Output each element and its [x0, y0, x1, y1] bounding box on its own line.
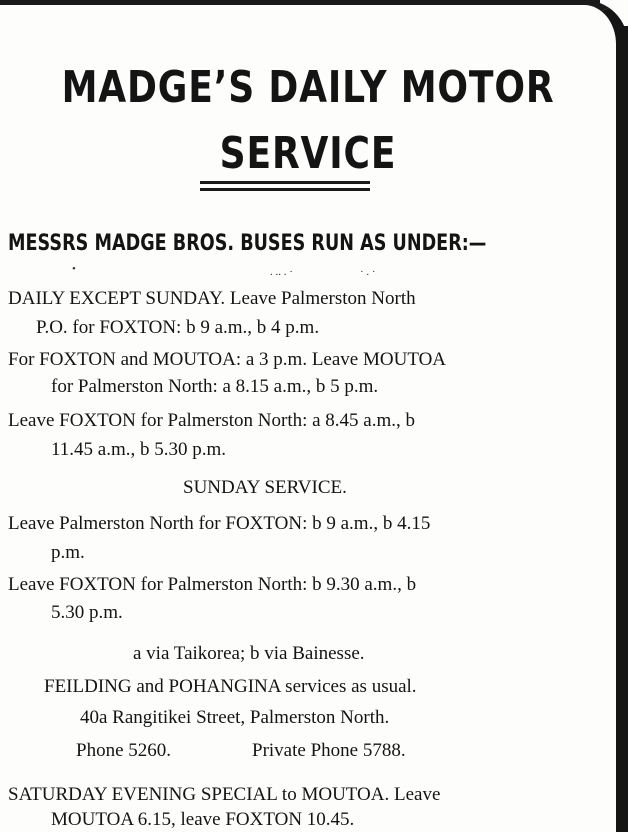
headline-underline-top	[200, 181, 370, 184]
weekday-line-5: Leave FOXTON for Palmerston North: a 8.45 a.m., b	[8, 410, 416, 431]
sunday-heading: SUNDAY SERVICE.	[183, 477, 347, 498]
print-speck: · . ·	[360, 266, 376, 278]
saturday-line-1: SATURDAY EVENING SPECIAL to MOUTOA. Leave	[8, 784, 441, 805]
weekday-line-2: P.O. for FOXTON: b 9 a.m., b 4 p.m.	[36, 317, 320, 338]
feilding-note: FEILDING and POHANGINA services as usual.	[44, 676, 417, 697]
sunday-line-3: Leave FOXTON for Palmerston North: b 9.30 a.m., b	[8, 574, 417, 595]
weekday-line-1: DAILY EXCEPT SUNDAY. Leave Palmerston North	[8, 288, 416, 309]
subheading: MESSRS MADGE BROS. BUSES RUN AS UNDER:—	[8, 231, 487, 256]
address: 40a Rangitikei Street, Palmerston North.	[80, 707, 390, 728]
sunday-line-4: 5.30 p.m.	[51, 602, 123, 623]
headline-line-2: SERVICE	[219, 128, 397, 179]
weekday-line-4: for Palmerston North: a 8.15 a.m., b 5 p.m.	[51, 376, 379, 397]
print-speck: . .. . ·	[270, 266, 293, 278]
saturday-line-2: MOUTOA 6.15, leave FOXTON 10.45.	[51, 809, 355, 830]
route-key: a via Taikorea; b via Bainesse.	[133, 643, 365, 664]
phone: Phone 5260.	[76, 740, 171, 761]
right-border-rule	[616, 26, 628, 832]
weekday-line-3: For FOXTON and MOUTOA: a 3 p.m. Leave MOUTOA	[8, 349, 447, 370]
private-phone: Private Phone 5788.	[252, 740, 406, 761]
weekday-line-6: 11.45 a.m., b 5.30 p.m.	[51, 439, 227, 460]
headline-line-1: MADGE’S DAILY MOTOR	[61, 62, 555, 113]
sunday-line-2: p.m.	[51, 542, 85, 563]
headline-underline-bottom	[200, 188, 370, 191]
sunday-line-1: Leave Palmerston North for FOXTON: b 9 a.m., b 4.15	[8, 513, 431, 534]
print-speck: •	[72, 263, 76, 275]
